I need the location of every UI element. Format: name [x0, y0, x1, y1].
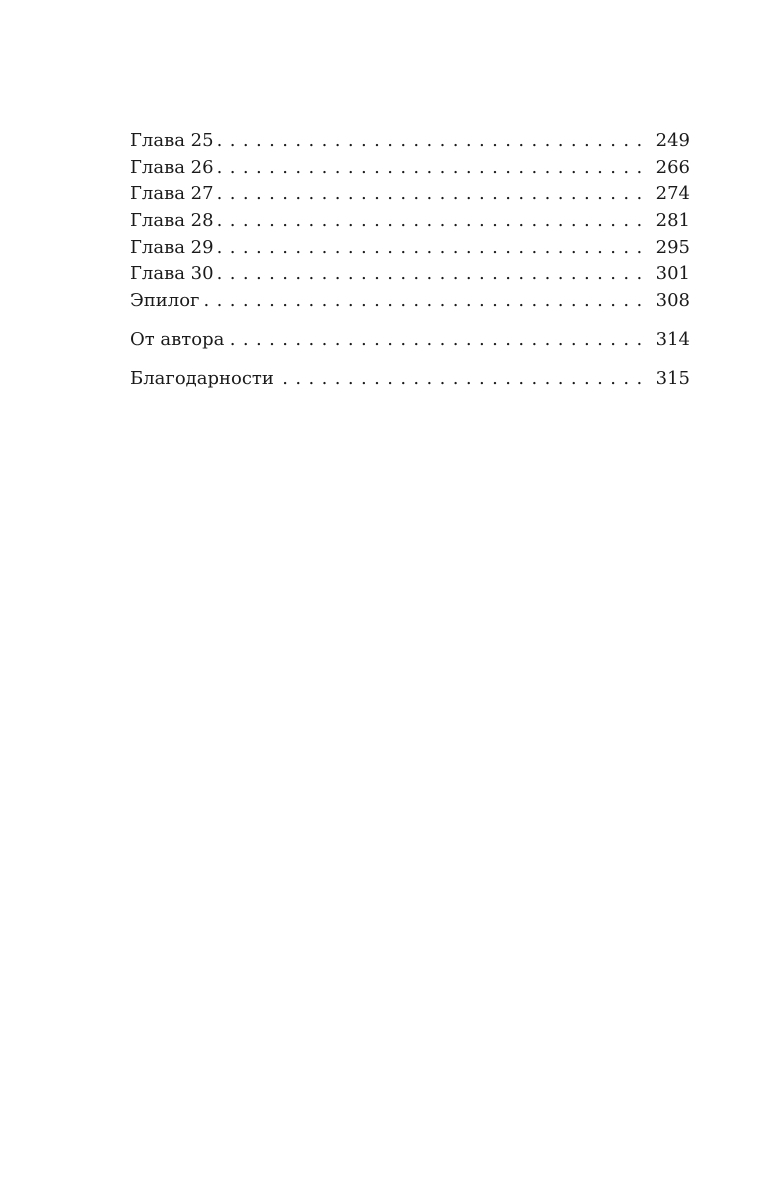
dot-leader [218, 155, 650, 182]
dot-leader [218, 128, 650, 155]
dot-leader [218, 235, 650, 262]
toc-entry-label: Глава 25 [130, 130, 214, 151]
dot-leader [228, 327, 649, 354]
dot-leader [278, 366, 650, 393]
toc-entry-chapter-28[interactable] [130, 208, 690, 235]
toc-entry-chapter-30[interactable] [130, 261, 690, 288]
table-of-contents [130, 128, 690, 392]
toc-entry-page-number: 295 [655, 236, 690, 258]
toc-entry-label: Благодарности [130, 367, 274, 389]
dot-leader [203, 288, 649, 315]
toc-entry-page-number: 314 [655, 328, 690, 350]
toc-entry-chapter-29[interactable] [130, 235, 690, 262]
toc-entry-chapter-27[interactable] [130, 181, 690, 208]
toc-entry-label: Глава 26 [130, 156, 214, 178]
toc-entry-label: Глава 29 [130, 236, 214, 258]
toc-entry-acknowledgements[interactable] [130, 366, 690, 393]
toc-entry-page-number: 266 [655, 156, 690, 178]
dot-leader [218, 208, 650, 235]
dot-leader [218, 181, 650, 208]
toc-entry-label: Глава 30 [130, 263, 214, 285]
toc-entry-page-number: 274 [655, 183, 690, 205]
toc-entry-page-number: 308 [655, 290, 690, 312]
toc-entry-label: Глава 28 [130, 210, 214, 232]
dot-leader [218, 261, 650, 288]
toc-entry-page-number: 315 [655, 367, 690, 389]
toc-entry-epilogue[interactable] [130, 288, 690, 315]
toc-entry-chapter-25[interactable] [130, 128, 690, 155]
toc-entry-page-number: 281 [655, 210, 690, 232]
toc-entry-page-number: 301 [655, 263, 690, 285]
toc-entry-page-number: 249 [655, 130, 690, 151]
toc-entry-chapter-26[interactable] [130, 155, 690, 182]
toc-entry-author-note[interactable] [130, 327, 690, 354]
toc-entry-label: Эпилог [130, 290, 200, 312]
toc-entry-label: Глава 27 [130, 183, 214, 205]
toc-entry-label: От автора [130, 328, 225, 350]
